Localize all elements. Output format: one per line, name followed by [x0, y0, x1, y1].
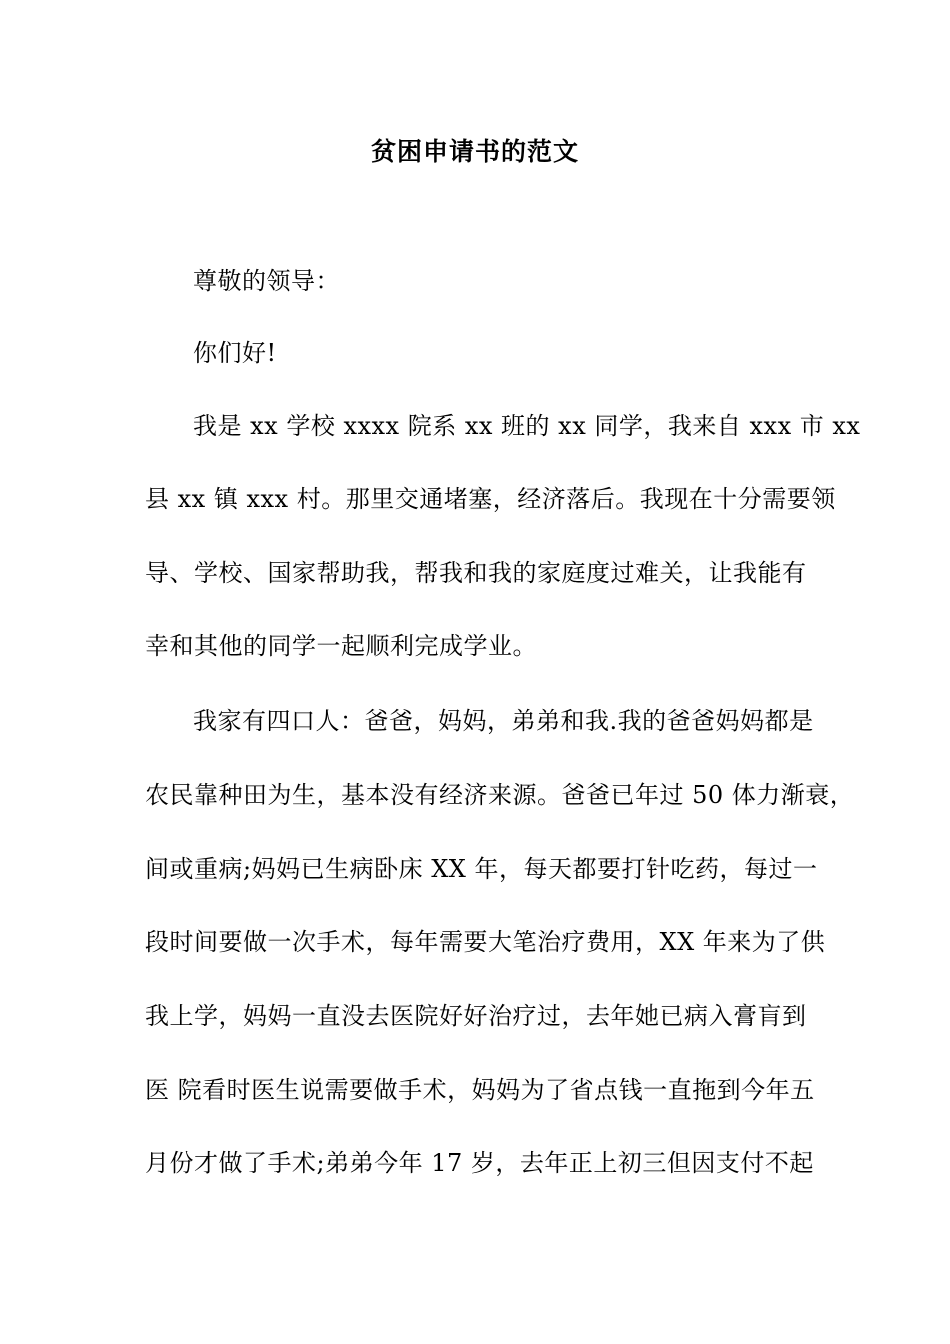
paragraph-2-line-4: 段时间要做一次手术，每年需要大笔治疗费用，XX 年来为了供 — [145, 928, 826, 956]
greeting: 你们好! — [193, 339, 277, 367]
salutation: 尊敬的领导： — [193, 267, 340, 295]
paragraph-2-line-6: 医 院看时医生说需要做手术，妈妈为了省点钱一直拖到今年五 — [145, 1076, 815, 1104]
paragraph-2-line-7: 月份才做了手术;弟弟今年 17 岁，去年正上初三但因支付不起 — [145, 1149, 814, 1177]
paragraph-1-line-4: 幸和其他的同学一起顺利完成学业。 — [145, 632, 537, 660]
paragraph-2-line-3: 间或重病;妈妈已生病卧床 XX 年，每天都要打针吃药，每过一 — [145, 855, 818, 883]
paragraph-1-line-2: 县 xx 镇 xxx 村。那里交通堵塞，经济落后。我现在十分需要领 — [145, 485, 836, 513]
paragraph-1-line-1: 我是 xx 学校 xxxx 院系 xx 班的 xx 同学，我来自 xxx 市 xx — [193, 412, 861, 440]
paragraph-2-line-1: 我家有四口人：爸爸，妈妈，弟弟和我.我的爸爸妈妈都是 — [193, 707, 814, 735]
paragraph-2-line-5: 我上学，妈妈一直没去医院好好治疗过，去年她已病入膏肓到 — [145, 1002, 807, 1030]
document-title: 贫困申请书的范文 — [370, 137, 579, 166]
paragraph-1-line-3: 导、学校、国家帮助我，帮我和我的家庭度过难关，让我能有 — [145, 559, 807, 587]
paragraph-2-line-2: 农民靠种田为生，基本没有经济来源。爸爸已年过 50 体力渐衰， — [145, 781, 855, 809]
